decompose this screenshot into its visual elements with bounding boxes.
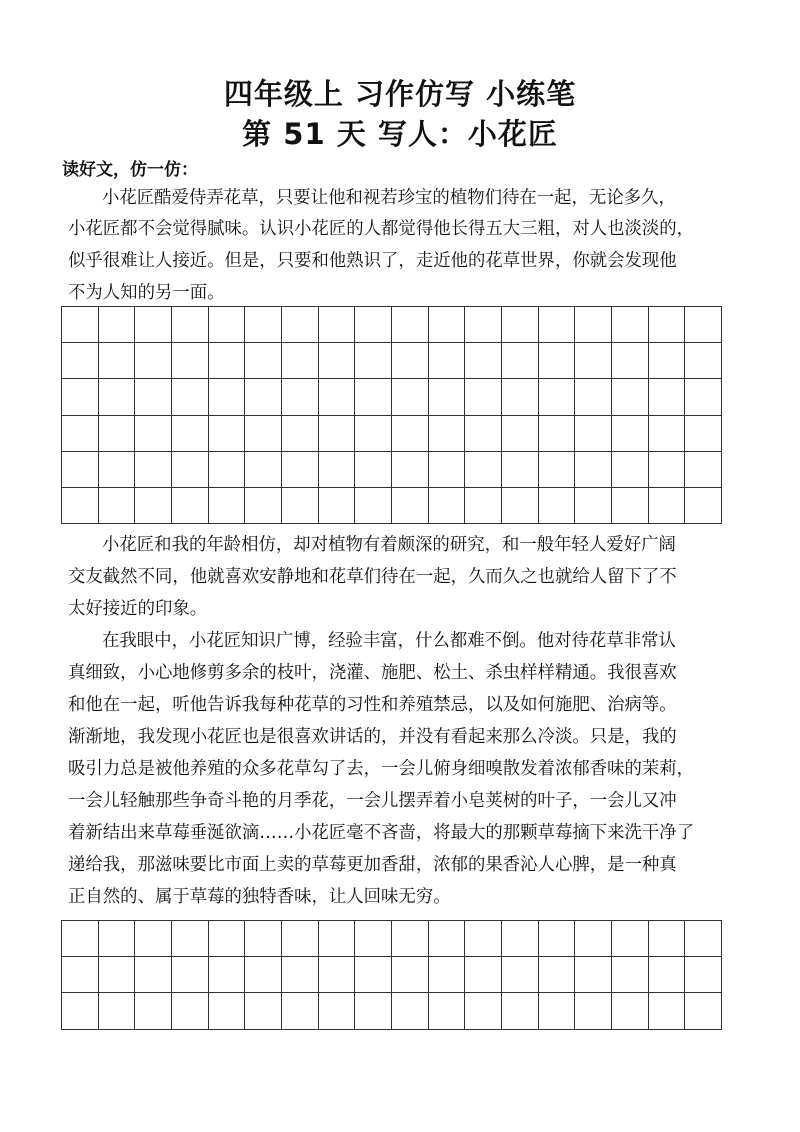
grid-cell[interactable] bbox=[99, 488, 136, 524]
grid-cell[interactable] bbox=[575, 921, 612, 957]
grid-cell[interactable] bbox=[392, 957, 429, 993]
paragraph3-line: 递给我，那滋味要比市面上卖的草莓更加香甜，浓郁的果香沁人心脾，是一种真 bbox=[68, 855, 677, 875]
grid-cell[interactable] bbox=[135, 957, 172, 993]
grid-cell[interactable] bbox=[575, 307, 612, 343]
grid-cell[interactable] bbox=[62, 307, 99, 343]
grid-cell[interactable] bbox=[392, 452, 429, 488]
grid-cell[interactable] bbox=[355, 993, 392, 1029]
grid-cell[interactable] bbox=[282, 993, 319, 1029]
grid-cell[interactable] bbox=[172, 488, 209, 524]
grid-cell[interactable] bbox=[172, 921, 209, 957]
grid-cell[interactable] bbox=[465, 307, 502, 343]
grid-cell[interactable] bbox=[612, 343, 649, 379]
grid-cell[interactable] bbox=[209, 416, 246, 452]
grid-cell[interactable] bbox=[649, 921, 686, 957]
grid-cell[interactable] bbox=[392, 993, 429, 1029]
grid-cell[interactable] bbox=[465, 343, 502, 379]
grid-cell[interactable] bbox=[612, 307, 649, 343]
paragraph1-line: 小花匠酷爱侍弄花草，只要让他和视若珍宝的植物们待在一起，无论多久， bbox=[102, 188, 676, 208]
grid-cell[interactable] bbox=[319, 379, 356, 415]
grid-cell[interactable] bbox=[99, 343, 136, 379]
grid-cell[interactable] bbox=[355, 452, 392, 488]
grid-cell[interactable] bbox=[135, 416, 172, 452]
grid-cell[interactable] bbox=[172, 416, 209, 452]
grid-cell[interactable] bbox=[62, 416, 99, 452]
grid-cell[interactable] bbox=[429, 957, 466, 993]
grid-cell[interactable] bbox=[429, 343, 466, 379]
grid-cell[interactable] bbox=[575, 379, 612, 415]
grid-cell[interactable] bbox=[685, 343, 722, 379]
grid-cell[interactable] bbox=[612, 957, 649, 993]
grid-cell[interactable] bbox=[612, 921, 649, 957]
grid-cell[interactable] bbox=[355, 488, 392, 524]
paragraph3-line: 一会儿轻触那些争奇斗艳的月季花，一会儿摆弄着小皂荚树的叶子，一会儿又冲 bbox=[68, 791, 677, 811]
paragraph3-line: 在我眼中，小花匠知识广博，经验丰富，什么都难不倒。他对待花草非常认 bbox=[102, 631, 676, 651]
grid-cell[interactable] bbox=[355, 416, 392, 452]
paragraph3-line: 着新结出来草莓垂涎欲滴……小花匠毫不吝啬，将最大的那颗草莓摘下来洗干净了 bbox=[68, 823, 695, 843]
grid-cell[interactable] bbox=[539, 957, 576, 993]
grid-cell[interactable] bbox=[685, 307, 722, 343]
grid-cell[interactable] bbox=[62, 488, 99, 524]
grid-cell[interactable] bbox=[392, 921, 429, 957]
grid-cell[interactable] bbox=[209, 379, 246, 415]
grid-cell[interactable] bbox=[355, 957, 392, 993]
grid-cell[interactable] bbox=[245, 452, 282, 488]
grid-cell[interactable] bbox=[99, 416, 136, 452]
grid-cell[interactable] bbox=[502, 452, 539, 488]
grid-cell[interactable] bbox=[392, 343, 429, 379]
grid-cell[interactable] bbox=[685, 452, 722, 488]
grid-cell[interactable] bbox=[319, 957, 356, 993]
paragraph1-line: 不为人知的另一面。 bbox=[68, 283, 225, 303]
grid-cell[interactable] bbox=[612, 379, 649, 415]
grid-cell[interactable] bbox=[649, 488, 686, 524]
grid-cell[interactable] bbox=[539, 416, 576, 452]
grid-cell[interactable] bbox=[282, 343, 319, 379]
grid-cell[interactable] bbox=[465, 957, 502, 993]
grid-cell[interactable] bbox=[135, 488, 172, 524]
grid-cell[interactable] bbox=[429, 416, 466, 452]
grid-cell[interactable] bbox=[282, 957, 319, 993]
grid-cell[interactable] bbox=[172, 957, 209, 993]
grid-cell[interactable] bbox=[135, 379, 172, 415]
grid-cell[interactable] bbox=[209, 957, 246, 993]
grid-cell[interactable] bbox=[355, 307, 392, 343]
grid-cell[interactable] bbox=[282, 488, 319, 524]
grid-cell[interactable] bbox=[685, 993, 722, 1029]
grid-cell[interactable] bbox=[575, 452, 612, 488]
grid-cell[interactable] bbox=[465, 921, 502, 957]
grid-cell[interactable] bbox=[429, 307, 466, 343]
grid-cell[interactable] bbox=[209, 488, 246, 524]
grid-cell[interactable] bbox=[245, 957, 282, 993]
grid-cell[interactable] bbox=[612, 452, 649, 488]
grid-cell[interactable] bbox=[465, 452, 502, 488]
grid-cell[interactable] bbox=[502, 957, 539, 993]
grid-cell[interactable] bbox=[539, 921, 576, 957]
grid-cell[interactable] bbox=[135, 921, 172, 957]
grid-cell[interactable] bbox=[319, 452, 356, 488]
page-title: 四年级上 习作仿写 小练笔 bbox=[223, 77, 577, 111]
grid-cell[interactable] bbox=[685, 488, 722, 524]
grid-cell[interactable] bbox=[649, 379, 686, 415]
grid-cell[interactable] bbox=[429, 993, 466, 1029]
grid-cell[interactable] bbox=[282, 379, 319, 415]
page-subtitle: 第 51 天 写人：小花匠 bbox=[242, 117, 558, 151]
grid-cell[interactable] bbox=[502, 307, 539, 343]
grid-cell[interactable] bbox=[502, 343, 539, 379]
paragraph2-line: 小花匠和我的年龄相仿，却对植物有着颇深的研究，和一般年轻人爱好广阔 bbox=[102, 535, 676, 555]
grid-cell[interactable] bbox=[245, 379, 282, 415]
grid-cell[interactable] bbox=[245, 488, 282, 524]
paragraph1-line: 小花匠都不会觉得腻味。认识小花匠的人都觉得他长得五大三粗，对人也淡淡的， bbox=[68, 219, 695, 239]
grid-cell[interactable] bbox=[99, 379, 136, 415]
grid-cell[interactable] bbox=[649, 343, 686, 379]
grid-cell[interactable] bbox=[99, 957, 136, 993]
grid-cell[interactable] bbox=[99, 452, 136, 488]
grid-cell[interactable] bbox=[612, 993, 649, 1029]
grid-cell[interactable] bbox=[685, 416, 722, 452]
paragraph3-line: 和他在一起，听他告诉我每种花草的习性和养殖禁忌，以及如何施肥、治病等。 bbox=[68, 695, 677, 715]
grid-cell[interactable] bbox=[209, 993, 246, 1029]
grid-cell[interactable] bbox=[575, 993, 612, 1029]
writing-grid-1[interactable] bbox=[61, 306, 722, 524]
grid-cell[interactable] bbox=[502, 921, 539, 957]
grid-cell[interactable] bbox=[62, 343, 99, 379]
grid-cell[interactable] bbox=[612, 416, 649, 452]
paragraph1-line: 似乎很难让人接近。但是，只要和他熟识了，走近他的花草世界，你就会发现他 bbox=[68, 251, 677, 271]
grid-cell[interactable] bbox=[429, 379, 466, 415]
grid-cell[interactable] bbox=[319, 343, 356, 379]
grid-cell[interactable] bbox=[319, 416, 356, 452]
grid-cell[interactable] bbox=[245, 921, 282, 957]
grid-cell[interactable] bbox=[209, 307, 246, 343]
paragraph3-line: 正自然的、属于草莓的独特香味，让人回味无穷。 bbox=[68, 887, 451, 907]
grid-cell[interactable] bbox=[539, 379, 576, 415]
grid-cell[interactable] bbox=[429, 452, 466, 488]
grid-cell[interactable] bbox=[575, 416, 612, 452]
grid-cell[interactable] bbox=[355, 343, 392, 379]
grid-cell[interactable] bbox=[135, 343, 172, 379]
grid-cell[interactable] bbox=[62, 993, 99, 1029]
grid-cell[interactable] bbox=[539, 452, 576, 488]
grid-cell[interactable] bbox=[135, 993, 172, 1029]
paragraph3-line: 渐渐地，我发现小花匠也是很喜欢讲话的，并没有看起来那么冷淡。只是，我的 bbox=[68, 727, 677, 747]
grid-cell[interactable] bbox=[539, 993, 576, 1029]
grid-cell[interactable] bbox=[392, 307, 429, 343]
grid-cell[interactable] bbox=[429, 921, 466, 957]
grid-cell[interactable] bbox=[649, 416, 686, 452]
grid-cell[interactable] bbox=[612, 488, 649, 524]
grid-cell[interactable] bbox=[282, 452, 319, 488]
grid-cell[interactable] bbox=[465, 488, 502, 524]
grid-cell[interactable] bbox=[62, 921, 99, 957]
grid-cell[interactable] bbox=[209, 921, 246, 957]
paragraph3-line: 真细致，小心地修剪多余的枝叶，浇灌、施肥、松土、杀虫样样精通。我很喜欢 bbox=[68, 663, 677, 683]
paragraph2-line: 交友截然不同，他就喜欢安静地和花草们待在一起，久而久之也就给人留下了不 bbox=[68, 567, 677, 587]
grid-cell[interactable] bbox=[539, 307, 576, 343]
grid-cell[interactable] bbox=[245, 416, 282, 452]
grid-cell[interactable] bbox=[282, 307, 319, 343]
grid-cell[interactable] bbox=[465, 379, 502, 415]
grid-cell[interactable] bbox=[355, 921, 392, 957]
grid-cell[interactable] bbox=[209, 452, 246, 488]
grid-cell[interactable] bbox=[465, 416, 502, 452]
grid-cell[interactable] bbox=[172, 452, 209, 488]
grid-cell[interactable] bbox=[245, 343, 282, 379]
grid-cell[interactable] bbox=[62, 957, 99, 993]
grid-cell[interactable] bbox=[465, 993, 502, 1029]
grid-cell[interactable] bbox=[209, 343, 246, 379]
grid-cell[interactable] bbox=[99, 993, 136, 1029]
grid-cell[interactable] bbox=[282, 416, 319, 452]
grid-cell[interactable] bbox=[429, 488, 466, 524]
grid-cell[interactable] bbox=[502, 488, 539, 524]
grid-cell[interactable] bbox=[62, 452, 99, 488]
grid-cell[interactable] bbox=[172, 993, 209, 1029]
grid-cell[interactable] bbox=[649, 452, 686, 488]
grid-cell[interactable] bbox=[539, 343, 576, 379]
grid-cell[interactable] bbox=[575, 957, 612, 993]
grid-cell[interactable] bbox=[392, 488, 429, 524]
grid-cell[interactable] bbox=[355, 379, 392, 415]
grid-cell[interactable] bbox=[319, 488, 356, 524]
grid-cell[interactable] bbox=[135, 307, 172, 343]
paragraph3-line: 吸引力总是被他养殖的众多花草勾了去，一会儿俯身细嗅散发着浓郁香味的茉莉， bbox=[68, 759, 695, 779]
section-label: 读好文，仿一仿： bbox=[62, 160, 198, 180]
grid-cell[interactable] bbox=[62, 379, 99, 415]
grid-cell[interactable] bbox=[319, 307, 356, 343]
grid-cell[interactable] bbox=[575, 488, 612, 524]
grid-cell[interactable] bbox=[685, 957, 722, 993]
grid-cell[interactable] bbox=[319, 993, 356, 1029]
grid-cell[interactable] bbox=[649, 307, 686, 343]
grid-cell[interactable] bbox=[392, 379, 429, 415]
writing-grid-2[interactable] bbox=[61, 920, 722, 1030]
grid-cell[interactable] bbox=[282, 921, 319, 957]
grid-cell[interactable] bbox=[245, 993, 282, 1029]
grid-cell[interactable] bbox=[319, 921, 356, 957]
grid-cell[interactable] bbox=[575, 343, 612, 379]
grid-cell[interactable] bbox=[502, 416, 539, 452]
grid-cell[interactable] bbox=[99, 307, 136, 343]
grid-cell[interactable] bbox=[99, 921, 136, 957]
grid-cell[interactable] bbox=[392, 416, 429, 452]
grid-cell[interactable] bbox=[685, 379, 722, 415]
grid-cell[interactable] bbox=[502, 379, 539, 415]
grid-cell[interactable] bbox=[245, 307, 282, 343]
grid-cell[interactable] bbox=[649, 993, 686, 1029]
grid-cell[interactable] bbox=[502, 993, 539, 1029]
grid-cell[interactable] bbox=[539, 488, 576, 524]
grid-cell[interactable] bbox=[135, 452, 172, 488]
grid-cell[interactable] bbox=[172, 379, 209, 415]
grid-cell[interactable] bbox=[685, 921, 722, 957]
paragraph2-line: 太好接近的印象。 bbox=[68, 599, 208, 619]
grid-cell[interactable] bbox=[649, 957, 686, 993]
grid-cell[interactable] bbox=[172, 307, 209, 343]
grid-cell[interactable] bbox=[172, 343, 209, 379]
